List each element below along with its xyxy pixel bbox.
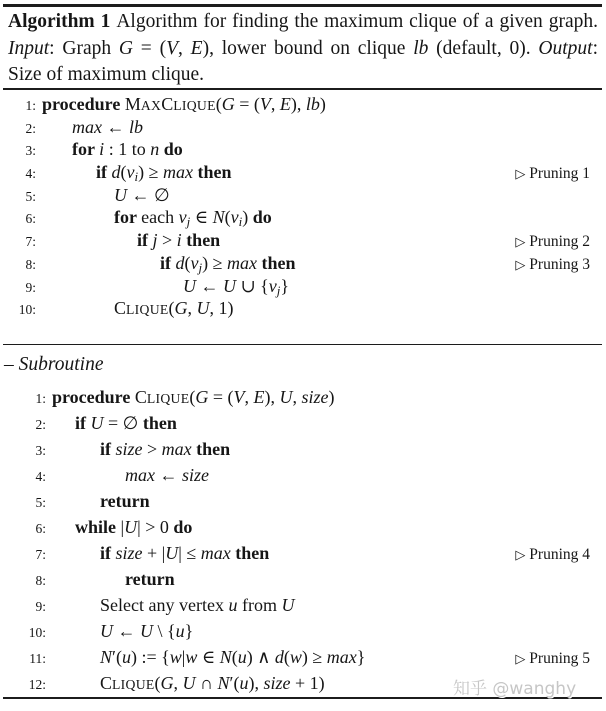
text-segment: v — [268, 275, 277, 296]
text-segment: U — [182, 673, 196, 693]
text-segment: > — [142, 439, 162, 459]
text-segment: Select any vertex — [100, 595, 229, 615]
text-segment: max — [326, 647, 357, 667]
text-segment: U — [183, 275, 196, 296]
line-body — [42, 93, 326, 118]
text-segment: U — [90, 413, 104, 433]
text-segment: v — [230, 207, 239, 228]
pruning-comment: ▷ Pruning 4 — [515, 546, 590, 563]
code-line — [0, 116, 606, 139]
text-segment: ), — [248, 673, 264, 693]
text-segment: = ( — [234, 94, 260, 114]
text-segment: ( — [168, 298, 175, 319]
line-number: 7: — [35, 547, 46, 562]
text-segment: w — [289, 647, 302, 667]
text-segment: max — [162, 162, 193, 183]
code-line — [0, 229, 606, 252]
text-segment: ) := { — [130, 647, 170, 667]
text-segment: ( — [189, 387, 196, 407]
line-body — [52, 592, 294, 618]
text-segment: size — [301, 387, 329, 407]
text-segment: = ( — [133, 37, 167, 59]
text-segment: lb — [129, 116, 144, 137]
line-body — [52, 566, 175, 592]
text-segment: if — [75, 413, 91, 433]
text-segment: (default, 0). — [428, 37, 539, 59]
line-number: 2: — [35, 417, 46, 432]
text-segment: ← — [102, 116, 129, 137]
text-segment: U — [196, 298, 210, 319]
text-segment: if — [100, 439, 116, 459]
text-segment: i — [134, 169, 139, 185]
line-body — [42, 297, 234, 322]
text-segment: j — [152, 230, 158, 251]
text-segment: ), — [264, 387, 280, 407]
text-segment: ( — [231, 647, 238, 667]
line-number: 7: — [25, 234, 36, 250]
text-segment: if — [137, 230, 153, 251]
code-line — [0, 618, 606, 644]
text-segment: ← ∅ — [127, 184, 170, 205]
text-segment: from — [237, 595, 282, 615]
triangle-marker-icon: ▷ — [515, 651, 526, 666]
line-body — [42, 184, 170, 207]
text-segment: | — [120, 517, 125, 537]
text-segment: Input — [8, 37, 50, 59]
text-segment: } — [356, 647, 366, 667]
text-segment: ← — [155, 465, 182, 485]
text-segment: + | — [142, 543, 166, 563]
code-line — [0, 384, 606, 410]
code-line — [0, 410, 606, 436]
line-number: 10: — [18, 302, 36, 318]
code-line — [0, 462, 606, 488]
text-segment: G — [160, 673, 174, 693]
text-segment: while — [75, 517, 121, 537]
text-segment: : Size of maximum clique. — [8, 37, 598, 85]
text-segment: ), lower bound on clique — [202, 37, 414, 59]
line-number: 2: — [25, 120, 36, 136]
text-segment: d — [111, 162, 121, 183]
text-segment: , — [270, 94, 280, 114]
text-segment: ) ≥ — [301, 647, 327, 667]
line-number: 4: — [35, 469, 46, 484]
text-segment: ) ≥ — [202, 252, 227, 273]
text-segment: N — [219, 647, 232, 667]
top-rule — [3, 4, 602, 7]
line-body — [52, 540, 269, 566]
code-line — [0, 540, 606, 566]
text-segment: procedure — [52, 387, 135, 407]
text-segment: j — [276, 282, 281, 298]
text-segment: ′( — [112, 647, 122, 667]
text-segment: U — [100, 621, 113, 641]
text-segment: ) ≥ — [138, 162, 163, 183]
text-segment: U — [281, 595, 295, 615]
text-segment: ← — [113, 621, 140, 641]
text-segment: V — [233, 387, 245, 407]
text-segment: ) — [242, 207, 253, 228]
line-body — [42, 138, 183, 161]
algorithm-label: Algorithm 1 — [8, 11, 111, 32]
text-segment: max — [226, 252, 257, 273]
line-number: 1: — [35, 391, 46, 406]
text-segment: | > 0 — [137, 517, 174, 537]
text-segment: then — [235, 543, 270, 563]
text-segment: do — [163, 139, 183, 160]
text-segment: ( — [283, 647, 290, 667]
text-segment: then — [196, 439, 231, 459]
text-segment: G — [221, 94, 235, 114]
text-segment: then — [197, 162, 232, 183]
line-number: 12: — [28, 677, 46, 692]
text-segment: ′( — [229, 673, 240, 693]
text-segment: w — [169, 647, 182, 667]
text-segment: U — [279, 387, 293, 407]
text-segment: = ∅ — [103, 413, 143, 433]
text-segment: } — [280, 275, 289, 296]
text-segment: return — [125, 569, 175, 589]
text-segment: G — [195, 387, 209, 407]
text-segment: u — [121, 647, 131, 667]
text-segment: then — [142, 413, 177, 433]
code-line — [0, 436, 606, 462]
text-segment: if — [160, 252, 176, 273]
text-segment: ∪ { — [236, 275, 269, 296]
text-segment: | ≤ — [178, 543, 201, 563]
text-segment: ∈ — [190, 207, 213, 228]
line-number: 5: — [25, 188, 36, 204]
pruning-comment: ▷ Pruning 3 — [515, 255, 590, 273]
text-segment: size — [115, 543, 143, 563]
line-body — [42, 229, 220, 252]
text-segment: CLIQUE — [100, 673, 155, 693]
text-segment: return — [100, 491, 150, 511]
text-segment: Algorithm for finding the maximum clique of a given graph. — [116, 11, 599, 32]
text-segment: N — [217, 673, 230, 693]
code-line — [0, 297, 606, 320]
text-segment: j — [198, 260, 203, 276]
line-number: 9: — [25, 279, 36, 295]
line-number: 3: — [35, 443, 46, 458]
text-segment: j — [186, 214, 191, 230]
text-segment: for — [72, 139, 100, 160]
text-segment: | — [181, 647, 186, 667]
text-segment: , 1) — [209, 298, 234, 319]
text-segment: u — [175, 621, 185, 641]
text-segment: : 1 to — [104, 139, 151, 160]
triangle-marker-icon: ▷ — [515, 547, 526, 562]
pruning-comment: ▷ Pruning 1 — [515, 165, 590, 183]
maxclique-code-block — [0, 93, 606, 320]
line-body — [52, 514, 192, 540]
line-number: 8: — [25, 256, 36, 272]
clique-code-block — [0, 384, 606, 696]
text-segment: = ( — [208, 387, 234, 407]
line-number: 10: — [28, 625, 46, 640]
text-segment: U — [124, 517, 138, 537]
code-line — [0, 206, 606, 229]
text-segment: size — [115, 439, 143, 459]
line-body — [52, 644, 365, 670]
text-segment: ) — [319, 94, 326, 114]
text-segment: ) — [328, 387, 335, 407]
text-segment: then — [261, 252, 296, 273]
text-segment: do — [173, 517, 193, 537]
code-line — [0, 644, 606, 670]
text-segment: , — [187, 298, 197, 319]
code-line — [0, 161, 606, 184]
text-segment: G — [174, 298, 188, 319]
line-number: 5: — [35, 495, 46, 510]
text-segment: u — [228, 595, 238, 615]
line-body — [52, 384, 335, 412]
line-number: 1: — [25, 98, 36, 113]
text-segment: ) ∧ — [246, 647, 275, 667]
code-line — [0, 93, 606, 116]
line-body — [52, 436, 230, 462]
text-segment: procedure — [42, 94, 125, 114]
text-segment: E — [190, 37, 203, 59]
caption-separator-rule — [3, 88, 602, 90]
pruning-comment: ▷ Pruning 5 — [515, 650, 590, 667]
subroutine-separator-rule — [3, 344, 602, 345]
text-segment: v — [126, 162, 135, 183]
text-segment: if — [100, 543, 116, 563]
line-number: 11: — [29, 651, 46, 666]
text-segment: each — [141, 207, 179, 228]
text-segment: E — [279, 94, 291, 114]
text-segment: do — [252, 207, 272, 228]
line-body — [42, 116, 143, 139]
text-segment: CLIQUE — [134, 387, 190, 407]
text-segment: w — [185, 647, 198, 667]
text-segment: MAXCLIQUE — [124, 94, 216, 114]
text-segment: then — [186, 230, 221, 251]
text-segment: size — [182, 465, 209, 485]
text-segment: > — [157, 230, 177, 251]
watermark: 知乎 @wanghy — [453, 679, 577, 699]
text-segment: if — [96, 162, 112, 183]
line-number: 6: — [35, 521, 46, 536]
text-segment: v — [190, 252, 199, 273]
text-segment: , — [173, 673, 183, 693]
text-segment: , — [292, 387, 302, 407]
line-number: 4: — [25, 166, 36, 182]
triangle-marker-icon: ▷ — [515, 234, 526, 250]
text-segment: ∩ — [195, 673, 218, 693]
text-segment: d — [274, 647, 284, 667]
text-segment: u — [237, 647, 247, 667]
text-segment: ( — [154, 673, 161, 693]
text-segment: , — [244, 387, 254, 407]
text-segment: U — [114, 184, 127, 205]
code-line — [0, 514, 606, 540]
line-number: 6: — [25, 211, 36, 227]
line-body — [52, 670, 325, 698]
text-segment: ( — [224, 207, 231, 228]
text-segment: U — [165, 543, 179, 563]
subroutine-label: – Subroutine — [4, 354, 104, 375]
text-segment: ), — [290, 94, 306, 114]
text-segment: v — [178, 207, 187, 228]
code-line — [0, 184, 606, 207]
line-number: 9: — [35, 599, 46, 614]
text-segment: G — [118, 37, 133, 59]
text-segment: max — [125, 465, 155, 485]
text-segment: lb — [305, 94, 320, 114]
text-segment: n — [150, 139, 160, 160]
triangle-marker-icon: ▷ — [515, 256, 526, 272]
text-segment: CLIQUE — [114, 298, 169, 319]
text-segment: max — [161, 439, 192, 459]
line-body — [52, 410, 177, 436]
text-segment: u — [239, 673, 249, 693]
text-segment: lb — [413, 37, 429, 59]
text-segment: Output — [538, 37, 593, 59]
text-segment: ( — [184, 252, 191, 273]
text-segment: V — [259, 94, 271, 114]
text-segment: U — [140, 621, 153, 641]
text-segment: N — [212, 207, 225, 228]
code-line — [0, 592, 606, 618]
text-segment: max — [72, 116, 102, 137]
text-segment: : Graph — [49, 37, 119, 59]
code-line — [0, 275, 606, 298]
code-line — [0, 566, 606, 592]
text-segment: N — [100, 647, 113, 667]
text-segment: max — [200, 543, 231, 563]
text-segment: ( — [215, 94, 222, 114]
triangle-marker-icon: ▷ — [515, 166, 526, 182]
line-number: 3: — [25, 143, 36, 159]
text-segment: + 1) — [290, 673, 325, 693]
code-line — [0, 252, 606, 275]
text-segment: size — [263, 673, 291, 693]
text-segment: ( — [120, 162, 127, 183]
code-line — [0, 138, 606, 161]
text-segment: } — [184, 621, 194, 641]
text-segment: for — [114, 207, 142, 228]
text-segment: , — [178, 37, 191, 59]
text-segment: ∈ — [197, 647, 220, 667]
line-body — [52, 488, 150, 514]
text-segment: ← — [196, 275, 223, 296]
text-segment: E — [253, 387, 265, 407]
text-segment: d — [175, 252, 185, 273]
algorithm-caption — [8, 9, 598, 89]
text-segment: i — [99, 139, 105, 160]
text-segment: U — [223, 275, 236, 296]
line-body — [52, 462, 209, 488]
pruning-comment: ▷ Pruning 2 — [515, 233, 590, 251]
text-segment: i — [238, 214, 243, 230]
text-segment: V — [166, 37, 178, 59]
text-segment: i — [176, 230, 182, 251]
text-segment: \ { — [153, 621, 176, 641]
line-body — [52, 618, 193, 644]
code-line — [0, 488, 606, 514]
line-number: 8: — [35, 573, 46, 588]
